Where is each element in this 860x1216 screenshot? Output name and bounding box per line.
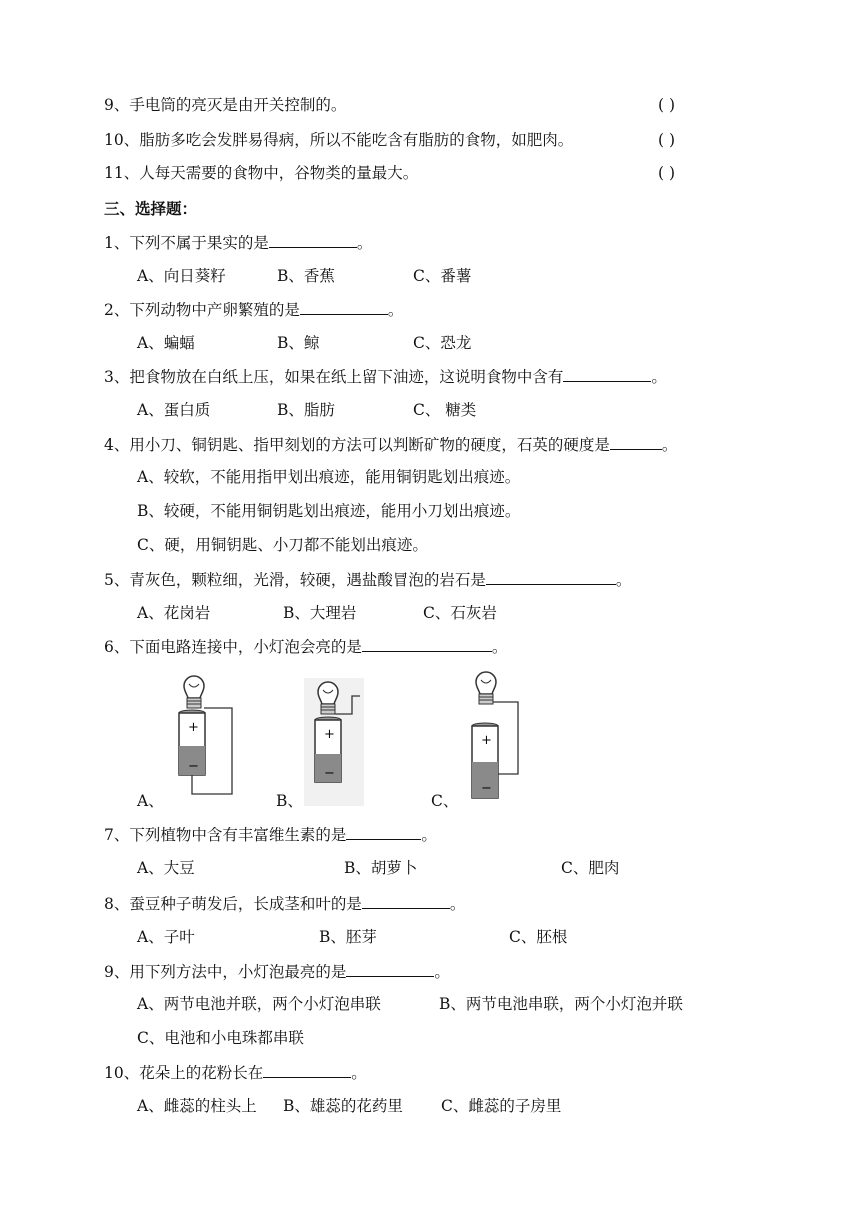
option-3c: C、 糖类: [413, 401, 477, 419]
answer-paren-9[interactable]: ( ): [658, 96, 676, 114]
option-1c: C、番薯: [413, 267, 472, 285]
option-5b: B、大理岩: [283, 604, 357, 622]
circuit-a-figure[interactable]: [168, 668, 248, 808]
question-4: [104, 434, 677, 455]
question-2: [104, 299, 403, 320]
option-7b: B、胡萝卜: [344, 859, 418, 877]
answer-blank-5[interactable]: [486, 569, 616, 585]
circuit-b-figure[interactable]: [300, 676, 380, 810]
bulb-icon: [476, 672, 496, 704]
question-9: [104, 961, 450, 982]
battery-plus-label: +: [324, 727, 335, 742]
answer-blank-7[interactable]: [346, 824, 421, 840]
battery-plus-label: +: [188, 720, 199, 735]
option-1b: B、香蕉: [277, 267, 335, 285]
option-7a: A、大豆: [137, 859, 195, 877]
answer-blank-1[interactable]: [269, 232, 357, 248]
question-2-stem: 2、下列动物中产卵繁殖的是: [104, 301, 300, 319]
question-7-end: 。: [421, 826, 437, 844]
answer-blank-10[interactable]: [263, 1062, 351, 1078]
question-4-end: 。: [661, 436, 678, 454]
judgment-item-9: 9、手电筒的亮灭是由开关控制的。: [104, 96, 347, 114]
question-4-stem: 4、用小刀、铜钥匙、指甲刻划的方法可以判断矿物的硬度，石英的硬度是: [104, 436, 610, 454]
option-8c: C、胚根: [509, 928, 568, 946]
option-7c: C、肥肉: [561, 859, 620, 877]
question-10-stem: 10、花朵上的花粉长在: [104, 1064, 264, 1082]
battery-plus-label: +: [481, 733, 492, 748]
question-5-stem: 5、青灰色，颗粒细，光滑，较硬，遇盐酸冒泡的岩石是: [104, 571, 486, 589]
battery-icon: [179, 710, 205, 775]
option-2c: C、恐龙: [413, 334, 472, 352]
battery-minus-label: −: [188, 759, 199, 774]
option-6a: A、: [137, 792, 164, 810]
option-4a: A、较软，不能用指甲划出痕迹，能用铜钥匙划出痕迹。: [137, 468, 521, 486]
option-1a: A、向日葵籽: [137, 267, 226, 285]
battery-icon: [315, 717, 341, 782]
circuit-c-figure[interactable]: [456, 664, 536, 804]
option-5a: A、花岗岩: [137, 604, 211, 622]
question-6: [104, 636, 507, 657]
answer-blank-9[interactable]: [346, 961, 434, 977]
option-4b: B、较硬，不能用铜钥匙划出痕迹，能用小刀划出痕迹。: [137, 502, 521, 520]
answer-paren-10[interactable]: ( ): [658, 131, 676, 149]
bulb-icon: [184, 676, 204, 708]
battery-minus-label: −: [481, 781, 492, 796]
question-3: [104, 366, 667, 387]
question-7: [104, 824, 437, 845]
option-5c: C、石灰岩: [423, 604, 497, 622]
question-1-end: 。: [356, 234, 373, 252]
option-10b: B、雄蕊的花药里: [283, 1097, 403, 1115]
question-8-end: 。: [449, 895, 466, 913]
battery-minus-label: −: [324, 766, 335, 781]
question-3-end: 。: [651, 368, 667, 386]
bulb-icon: [318, 682, 338, 714]
answer-paren-11[interactable]: ( ): [658, 164, 676, 182]
option-4c: C、硬，用铜钥匙、小刀都不能划出痕迹。: [137, 536, 428, 554]
option-10a: A、雌蕊的柱头上: [137, 1097, 257, 1115]
question-8: [104, 893, 465, 914]
answer-blank-2[interactable]: [300, 299, 388, 315]
battery-icon: [472, 723, 498, 798]
question-8-stem: 8、蚕豆种子萌发后，长成茎和叶的是: [104, 895, 362, 913]
question-9-stem: 9、用下列方法中，小灯泡最亮的是: [104, 963, 347, 981]
question-1: [104, 232, 372, 253]
option-2b: B、鲸: [277, 334, 320, 352]
option-9b: B、两节电池串联，两个小灯泡并联: [439, 995, 683, 1013]
question-5: [104, 569, 631, 590]
question-1-stem: 1、下列不属于果实的是: [104, 234, 269, 252]
question-3-stem: 3、把食物放在白纸上压，如果在纸上留下油迹，这说明食物中含有: [104, 368, 564, 386]
option-9c: C、电池和小电珠都串联: [137, 1029, 304, 1047]
option-8b: B、胚芽: [319, 928, 377, 946]
answer-blank-4[interactable]: [610, 434, 662, 450]
option-3b: B、脂肪: [277, 401, 335, 419]
question-9-end: 。: [434, 963, 450, 981]
option-8a: A、子叶: [137, 928, 195, 946]
option-3a: A、蛋白质: [137, 401, 211, 419]
judgment-item-11: 11、人每天需要的食物中，谷物类的量最大。: [104, 164, 419, 182]
answer-blank-8[interactable]: [362, 893, 450, 909]
question-7-stem: 7、下列植物中含有丰富维生素的是: [104, 826, 347, 844]
judgment-item-10: 10、脂肪多吃会发胖易得病，所以不能吃含有脂肪的食物，如肥肉。: [104, 131, 574, 149]
question-6-end: 。: [491, 638, 508, 656]
question-10: [104, 1062, 367, 1083]
option-6b: B、: [276, 792, 303, 810]
question-5-end: 。: [615, 571, 632, 589]
option-9a: A、两节电池并联，两个小灯泡串联: [137, 995, 381, 1013]
option-10c: C、雌蕊的子房里: [441, 1097, 562, 1115]
section-heading: 三、选择题：: [104, 200, 198, 218]
question-6-stem: 6、下面电路连接中，小灯泡会亮的是: [104, 638, 362, 656]
answer-blank-3[interactable]: [563, 366, 651, 382]
option-2a: A、蝙蝠: [137, 334, 195, 352]
question-10-end: 。: [351, 1064, 367, 1082]
option-6c: C、: [431, 792, 459, 810]
question-2-end: 。: [387, 301, 404, 319]
answer-blank-6[interactable]: [362, 636, 492, 652]
